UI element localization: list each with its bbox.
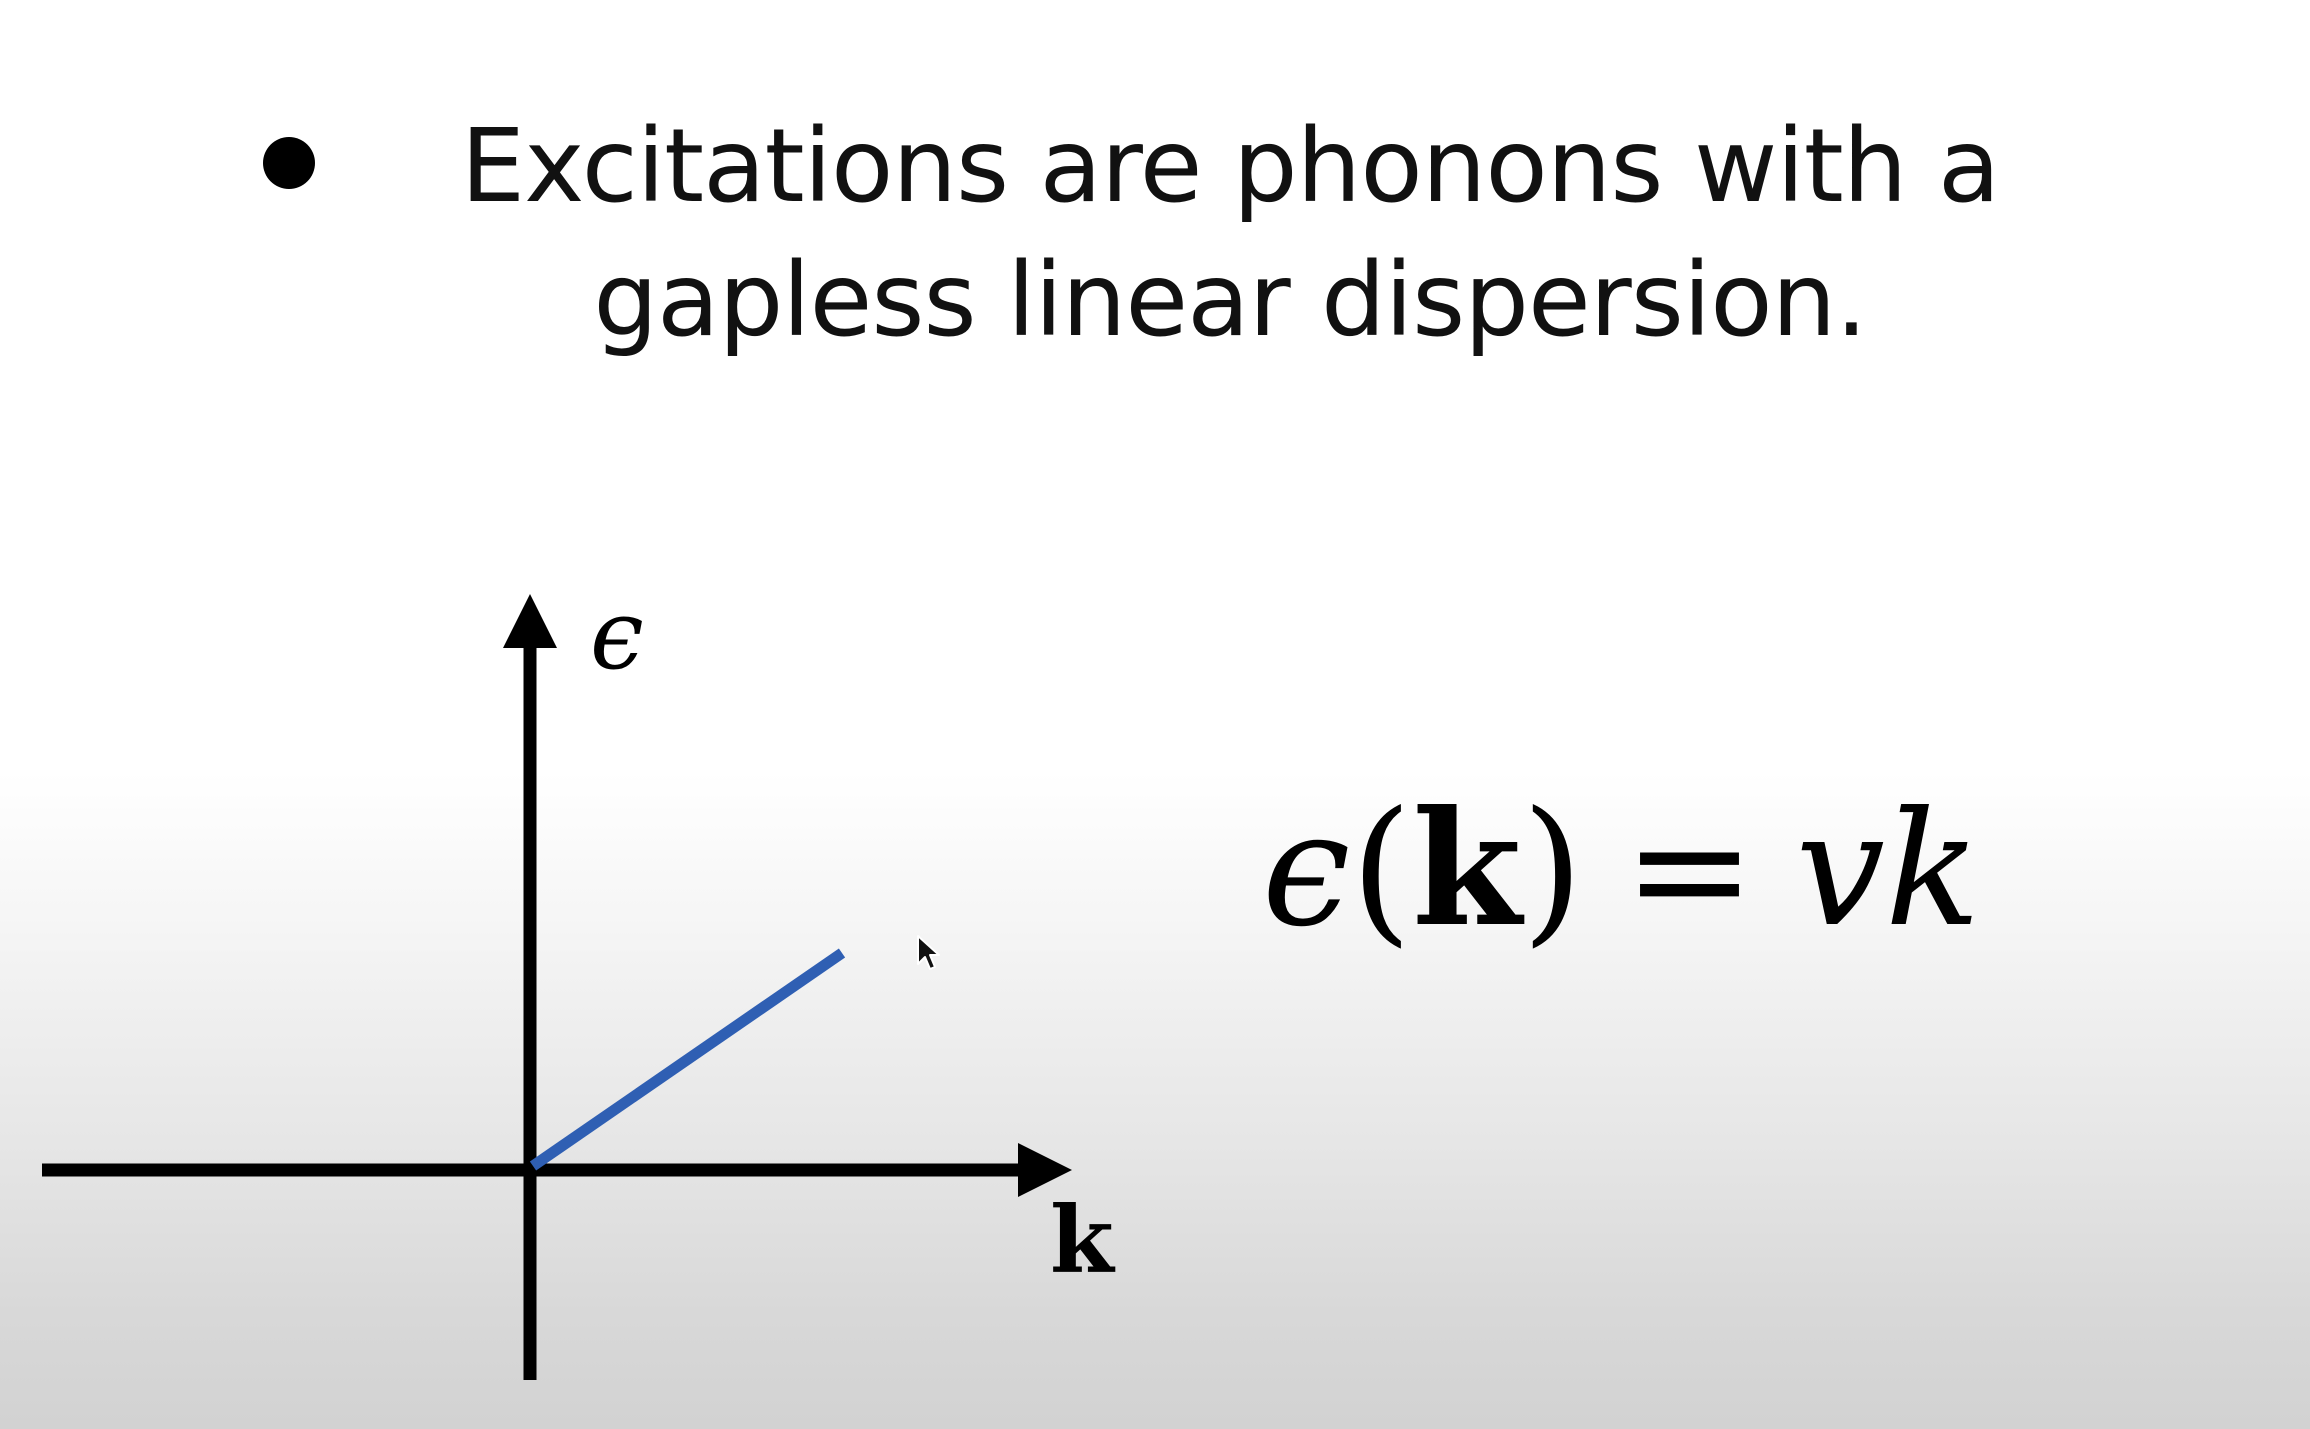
bullet-line-2: gapless linear dispersion. bbox=[593, 241, 1867, 360]
x-axis-label: k bbox=[1050, 1186, 1114, 1294]
y-axis-arrowhead bbox=[503, 594, 557, 648]
equation-close-paren: ) bbox=[1521, 778, 1584, 962]
equation-v: v bbox=[1795, 778, 1885, 962]
y-axis-label: ϵ bbox=[590, 579, 644, 691]
equation-argument-k: k bbox=[1412, 777, 1522, 962]
mouse-pointer-icon bbox=[916, 934, 942, 974]
equation-k: k bbox=[1884, 778, 1981, 962]
equation-epsilon: ϵ bbox=[1262, 778, 1351, 962]
equation-equals: = bbox=[1623, 778, 1756, 962]
bullet-line-1: Excitations are phonons with a bbox=[460, 107, 2000, 226]
equation-open-paren: ( bbox=[1350, 778, 1413, 962]
dispersion-line bbox=[533, 953, 842, 1166]
dispersion-equation bbox=[1262, 770, 1981, 970]
